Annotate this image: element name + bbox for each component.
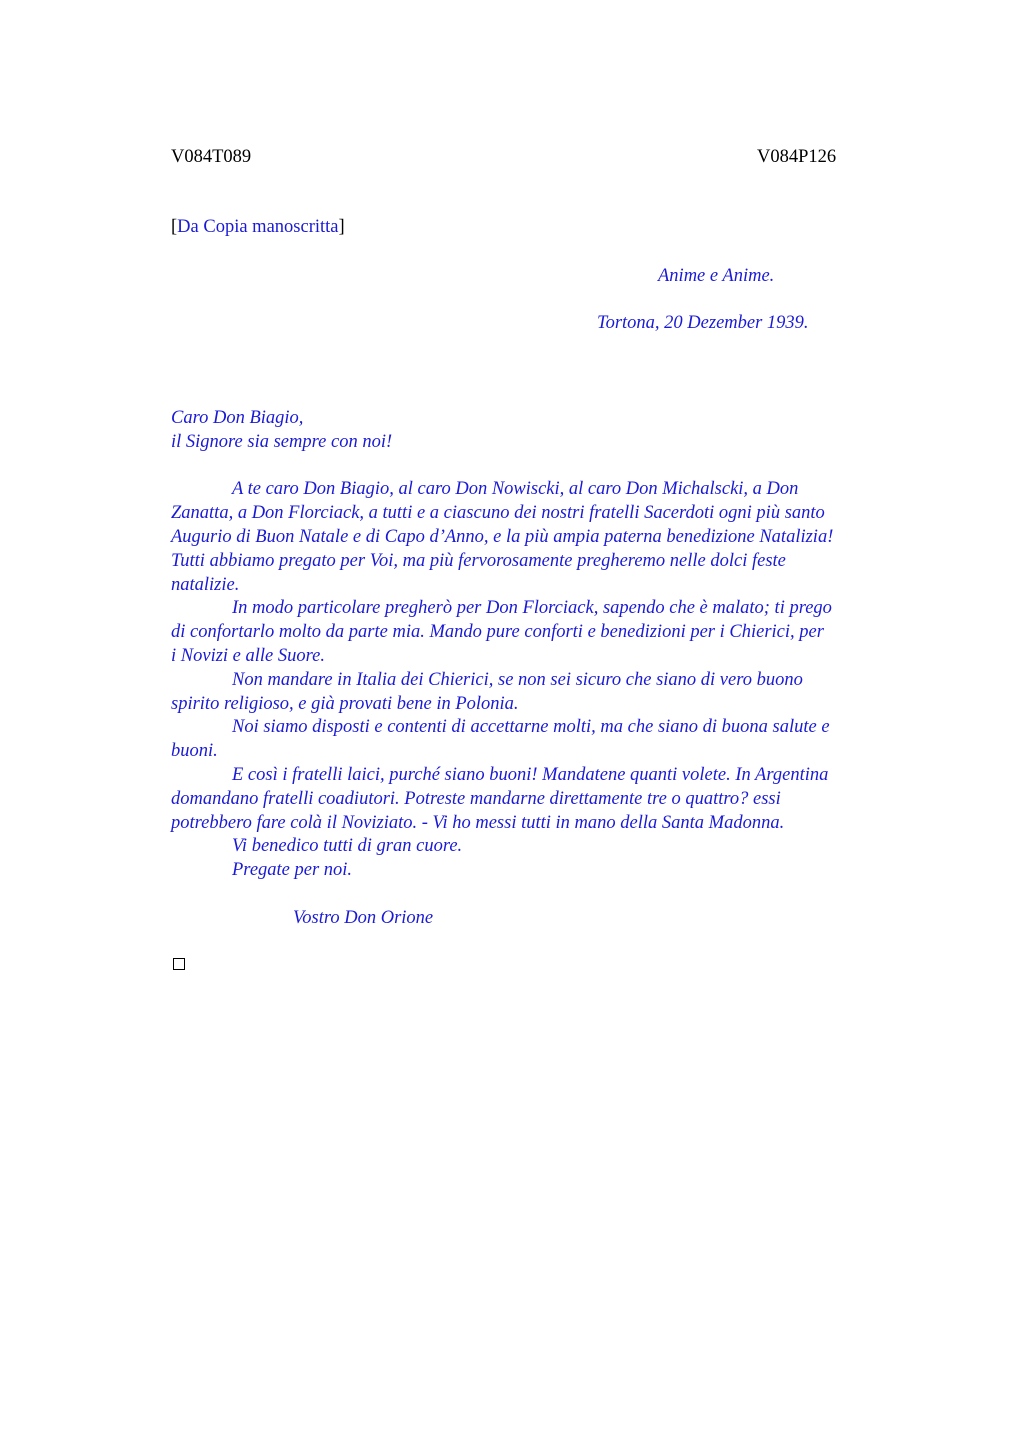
paragraph-spacer [171, 883, 931, 907]
body-line: i Novizi e alle Suore. [171, 645, 325, 666]
letter-date: Tortona, 20 Dezember 1939. [597, 313, 809, 333]
body-line: Tutti abbiamo pregato per Voi, ma più fervorosamente pregheremo nelle dolci feste [171, 550, 786, 571]
document-code-left: V084T089 [171, 147, 252, 167]
paragraph-spacer [171, 455, 931, 479]
greeting-line-1: Caro Don Biagio, [171, 408, 304, 428]
source-note [171, 217, 345, 238]
body-line: Non mandare in Italia dei Chierici, se non sei sicuro che siano di vero buono [232, 669, 803, 690]
body-line: Vi benedico tutti di gran cuore. [232, 836, 463, 857]
body-line: potrebbero fare colà il Noviziato. - Vi ho messi tutti in mano della Santa Madonna. [171, 812, 785, 833]
body-line: A te caro Don Biagio, al caro Don Nowiscki, al caro Don Michalscki, a Don [232, 479, 799, 500]
document-code-right: V084P126 [757, 147, 837, 167]
body-line: Pregate per noi. [232, 860, 353, 881]
body-line: spirito religioso, e già provati bene in Polonia. [171, 693, 519, 714]
body-line: buoni. [171, 741, 218, 762]
source-bracket-open: [ [171, 217, 178, 237]
body-line: natalizie. [171, 574, 240, 595]
body-line: E così i fratelli laici, purché siano buoni! Mandatene quanti volete. In Argentina [232, 764, 829, 785]
source-bracket-close: ] [338, 217, 345, 237]
source-text: Da Copia manoscritta [177, 217, 339, 237]
letter-title: Anime e Anime. [658, 266, 775, 286]
body-line: Noi siamo disposti e contenti di accettarne molti, ma che siano di buona salute e [232, 717, 830, 738]
signature: Vostro Don Orione [293, 907, 434, 928]
body-line: Zanatta, a Don Florciack, a tutti e a ciascuno dei nostri fratelli Sacerdoti ogni più santo [171, 503, 825, 524]
letter-body [171, 407, 931, 931]
body-line: Augurio di Buon Natale e di Capo d’Anno, e la più ampia paterna benedizione Natalizia! [171, 526, 834, 547]
greeting-line-2: il Signore sia sempre con noi! [171, 431, 393, 452]
body-line: domandano fratelli coadiutori. Potreste mandarne direttamente tre o quattro? essi [171, 788, 781, 809]
body-line: In modo particolare pregherò per Don Florciack, sapendo che è malato; ti prego [232, 598, 832, 619]
end-marker-square-icon [173, 958, 185, 970]
body-line: di confortarlo molto da parte mia. Mando pure conforti e benedizioni per i Chierici, per [171, 622, 824, 643]
